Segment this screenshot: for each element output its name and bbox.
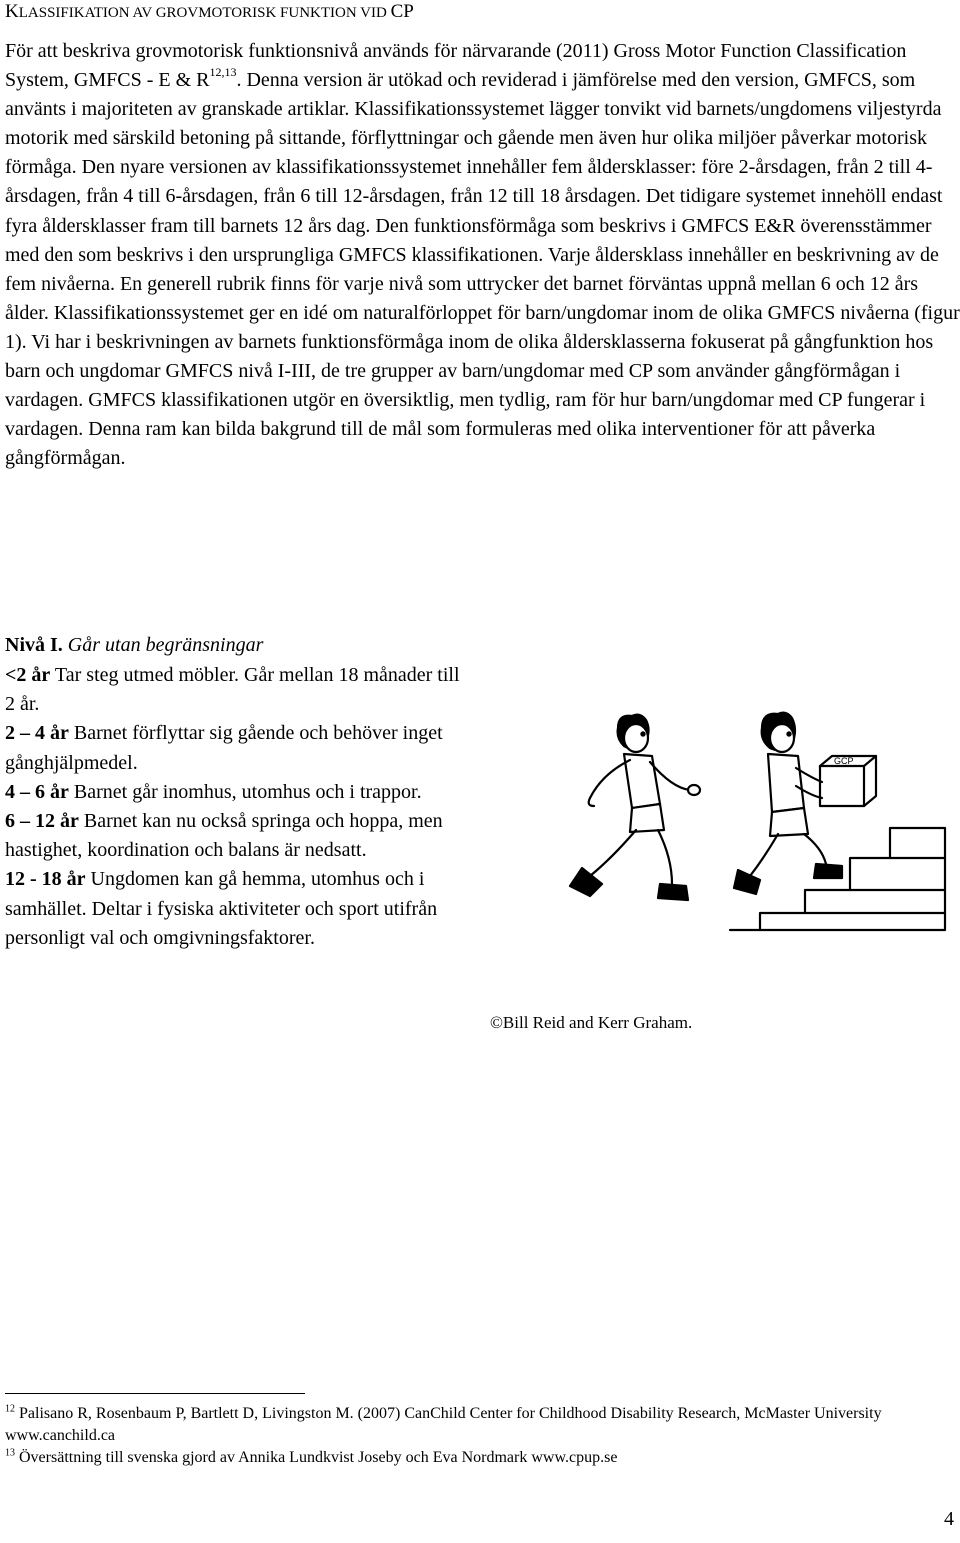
age-item (5, 807, 463, 865)
age-descriptions (5, 661, 463, 953)
level-label: Nivå I. (5, 634, 63, 656)
level-title (5, 634, 263, 657)
running-child-figure (570, 715, 700, 900)
intro-paragraph (5, 37, 960, 473)
age-label: 4 – 6 år (5, 780, 69, 803)
page-number: 4 (944, 1508, 954, 1530)
footnote-number: 13 (5, 1447, 15, 1459)
climbing-child-figure (734, 713, 876, 894)
heading-smallcaps: LASSIFIKATION AV GROVMOTORISK FUNKTION VID (18, 5, 391, 21)
box-label: GCP (834, 756, 854, 766)
age-item (5, 719, 463, 777)
age-text: Barnet går inomhus, utomhus och i trappor. (73, 780, 422, 803)
footnote-item (5, 1403, 955, 1447)
age-label: 6 – 12 år (5, 810, 79, 833)
age-item (5, 661, 463, 719)
intro-text-part2: . Denna version är utökad och reviderad i jämförelse med den version, GMFCS, som använts i majoriteten av granskade artiklar. Klassifikationssystemet lägger tonvikt vid barnets/ungdomens viljestyrda motorik med särskild betoning på sittande, förflyttningar och gående men även hur olika miljöer påverkar motorisk förmåga. Den nyare versionen av klassifikationssystemet innehåller fem åldersklasser: före 2-årsdagen, från 2 till 4-årsdagen, från 4 till 6-årsdagen, från 6 till 12-årsdagen, från 12 till 18 årsdagen. Det tidigare systemet innehöll endast fyra åldersklasser fram till barnets 12 års dag. Den funktionsförmåga som beskrivs i GMFCS E&R överensstämmer med den som beskrivs i den ursprungliga GMFCS klassifikationen. Varje åldersklass innehåller en beskrivning av de fem nivåerna. En generell rubrik finns för varje nivå som uttrycker det barnet förväntas uppnå mellan 6 och 12 års ålder. Klassifikationssystemet ger en idé om naturalförloppet för barn/ungdomar inom de olika GMFCS nivåerna (figur 1). Vi har i beskrivningen av barnets funktionsförmåga inom de olika åldersklasserna fokuserat på gångfunktion hos barn och ungdomar GMFCS nivå I-III, de tre grupper av barn/ungdomar med CP som använder gångförmågan i vardagen. GMFCS klassifikationen utgör en översiktlig, men tydlig, ram för hur barn/ungdomar med CP fungerar i vardagen. Denna ram kan bilda bakgrund till de mål som formuleras med olika interventioner för att påverka gångförmågan. (5, 69, 960, 470)
illustration-credit: ©Bill Reid and Kerr Graham. (490, 1013, 693, 1032)
footnote-text: Palisano R, Rosenbaum P, Bartlett D, Livingston M. (2007) CanChild Center for Childhood Disability Research, McMaster University www.canchild.ca (5, 1405, 882, 1444)
age-text: Barnet förflyttar sig gående och behöver inget gånghjälpmedel. (5, 722, 443, 774)
intro-reference: 12,13 (209, 65, 237, 80)
age-label: 12 - 18 år (5, 868, 86, 891)
age-text: Tar steg utmed möbler. Går mellan 18 månader till 2 år. (5, 664, 460, 716)
footnotes (5, 1403, 955, 1469)
age-label: 2 – 4 år (5, 722, 69, 745)
section-heading (5, 1, 414, 23)
footnote-divider (5, 1393, 305, 1394)
heading-initial: K (5, 1, 19, 22)
footnote-number: 12 (5, 1403, 15, 1415)
age-text: Barnet kan nu också springa och hoppa, men hastighet, koordination och balans är nedsatt. (5, 810, 443, 862)
footnote-text: Översättning till svenska gjord av Annika Lundkvist Joseby och Eva Nordmark www.cpup.se (19, 1449, 618, 1466)
age-label: <2 år (5, 664, 51, 686)
footnote-item (5, 1447, 955, 1469)
level-subtitle: Går utan begränsningar (67, 634, 264, 656)
age-item (5, 865, 463, 953)
intro-text-part1: För att beskriva grovmotorisk funktionsnivå används för närvarande (2011) Gross Motor Function Classification System, GMFCS - E & R (5, 40, 907, 92)
children-walking-illustration (560, 708, 952, 933)
age-item (5, 778, 463, 807)
heading-cp: CP (390, 1, 414, 22)
age-text: Ungdomen kan gå hemma, utomhus och i samhället. Deltar i fysiska aktiviteter och sport utifrån personligt val och omgivningsfaktorer. (5, 868, 438, 949)
